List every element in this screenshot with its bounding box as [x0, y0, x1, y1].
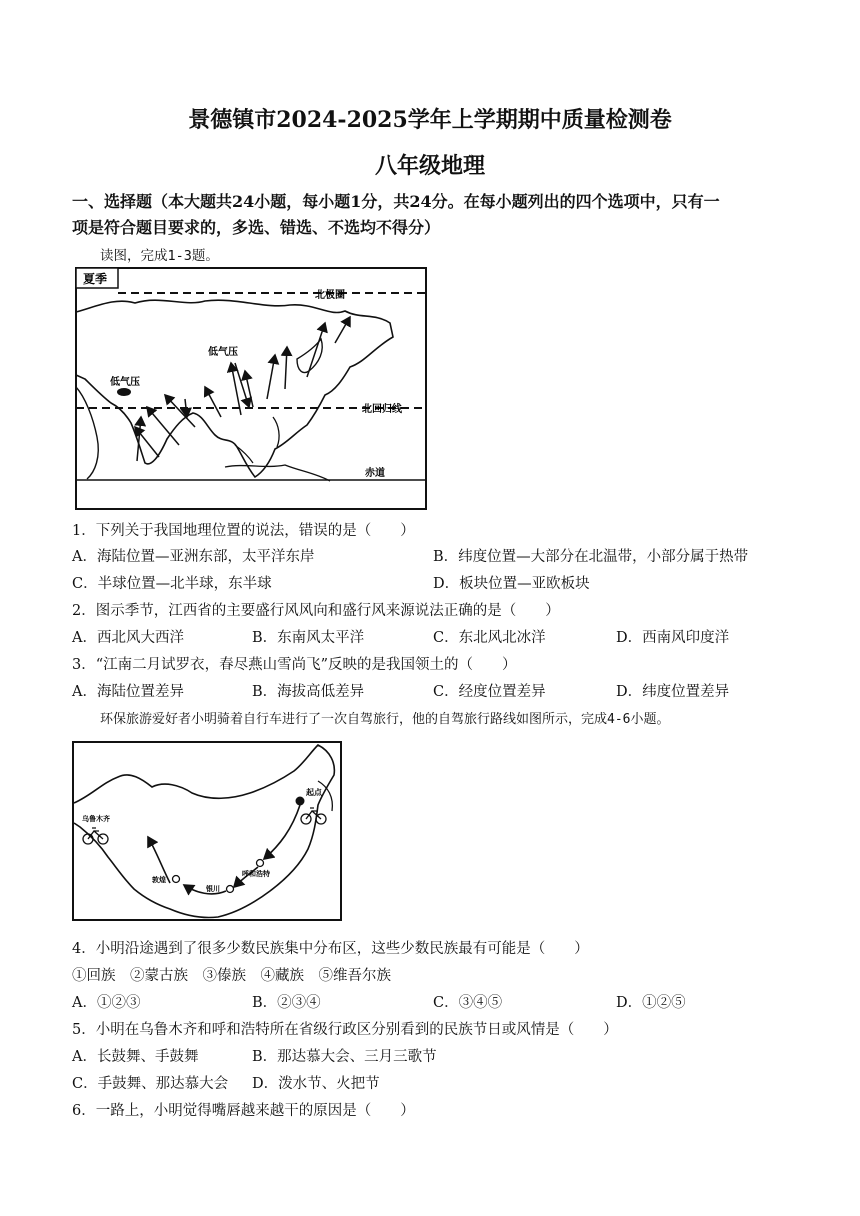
city-dunhuang-label: 敦煌: [152, 876, 166, 884]
question-2-option-a[interactable]: A．西北风大西洋: [72, 630, 184, 646]
equator-label: 赤道: [365, 468, 385, 479]
instruction-4-6: 环保旅游爱好者小明骑着自行车进行了一次自驾旅行，他的自驾旅行路线如图所示，完成4-6小题。: [100, 712, 670, 727]
question-1-option-b[interactable]: B．纬度位置—大部分在北温带，小部分属于热带: [433, 549, 749, 565]
section-header-line1: 一、选择题（本大题共24小题，每小题1分，共24分。在每小题列出的四个选项中，只有一: [72, 192, 720, 211]
question-4-option-d[interactable]: D．①②⑤: [616, 995, 686, 1011]
question-3-option-d[interactable]: D．纬度位置差异: [616, 684, 730, 700]
question-3-option-c[interactable]: C．经度位置差异: [433, 684, 546, 700]
question-1-stem: 1．下列关于我国地理位置的说法，错误的是（ ）: [72, 523, 415, 539]
arctic-circle-label: 北极圈: [315, 290, 345, 301]
question-4-option-a[interactable]: A．①②③: [72, 995, 141, 1011]
low-pressure-label-2: 低气压: [208, 347, 238, 358]
summer-monsoon-map: [75, 267, 427, 510]
question-1-option-d[interactable]: D．板块位置—亚欧板块: [433, 576, 590, 592]
instruction-1-3: 读图，完成1-3题。: [100, 248, 219, 264]
question-1-option-a[interactable]: A．海陆位置—亚洲东部，太平洋东岸: [72, 549, 315, 565]
question-3-option-b[interactable]: B．海拔高低差异: [252, 684, 365, 700]
question-6-stem: 6．一路上，小明觉得嘴唇越来越干的原因是（ ）: [72, 1103, 415, 1119]
city-hohhot-label: 呼和浩特: [242, 870, 270, 878]
start-point: [296, 797, 305, 806]
question-5-option-d[interactable]: D．泼水节、火把节: [252, 1076, 380, 1092]
page-subtitle: 八年级地理: [374, 153, 485, 179]
city-dunhuang: [173, 876, 180, 883]
city-urumqi-label: 乌鲁木齐: [82, 815, 110, 823]
question-2-option-c[interactable]: C．东北风北冰洋: [433, 630, 546, 646]
question-2-option-d[interactable]: D．西南风印度洋: [616, 630, 730, 646]
question-3-stem: 3．“江南二月试罗衣，春尽燕山雪尚飞”反映的是我国领土的（ ）: [72, 657, 517, 673]
question-5-option-c[interactable]: C．手鼓舞、那达慕大会: [72, 1076, 229, 1092]
question-5-stem: 5．小明在乌鲁木齐和呼和浩特所在省级行政区分别看到的民族节日或风情是（ ）: [72, 1022, 618, 1038]
question-4-option-c[interactable]: C．③④⑤: [433, 995, 503, 1011]
start-label: 起点: [306, 788, 322, 797]
city-yinchuan: [227, 886, 234, 893]
question-1-option-c[interactable]: C．半球位置—北半球，东半球: [72, 576, 272, 592]
question-2-stem: 2．图示季节，江西省的主要盛行风风向和盛行风来源说法正确的是（ ）: [72, 603, 560, 619]
question-5-option-b[interactable]: B．那达慕大会、三月三歌节: [252, 1049, 437, 1065]
low-pressure-label-1: 低气压: [110, 377, 140, 388]
question-3-option-a[interactable]: A．海陆位置差异: [72, 684, 184, 700]
question-4-option-b[interactable]: B．②③④: [252, 995, 321, 1011]
city-yinchuan-label: 银川: [206, 885, 220, 893]
tropic-of-cancer-label: 北回归线: [362, 404, 402, 415]
question-5-option-a[interactable]: A．长鼓舞、手鼓舞: [72, 1049, 199, 1065]
low-pressure-center: [117, 388, 131, 396]
question-2-option-b[interactable]: B．东南风太平洋: [252, 630, 365, 646]
city-hohhot: [257, 860, 264, 867]
page-title: 景德镇市2024-2025学年上学期期中质量检测卷: [188, 107, 672, 133]
season-label: 夏季: [83, 272, 108, 286]
route-map: [72, 741, 342, 921]
question-4-stem: 4．小明沿途遇到了很多少数民族集中分布区，这些少数民族最有可能是（ ）: [72, 941, 589, 957]
question-4-list: ①回族 ②蒙古族 ③傣族 ④藏族 ⑤维吾尔族: [72, 968, 391, 984]
section-header-line2: 项是符合题目要求的，多选、错选、不选均不得分）: [72, 218, 441, 237]
